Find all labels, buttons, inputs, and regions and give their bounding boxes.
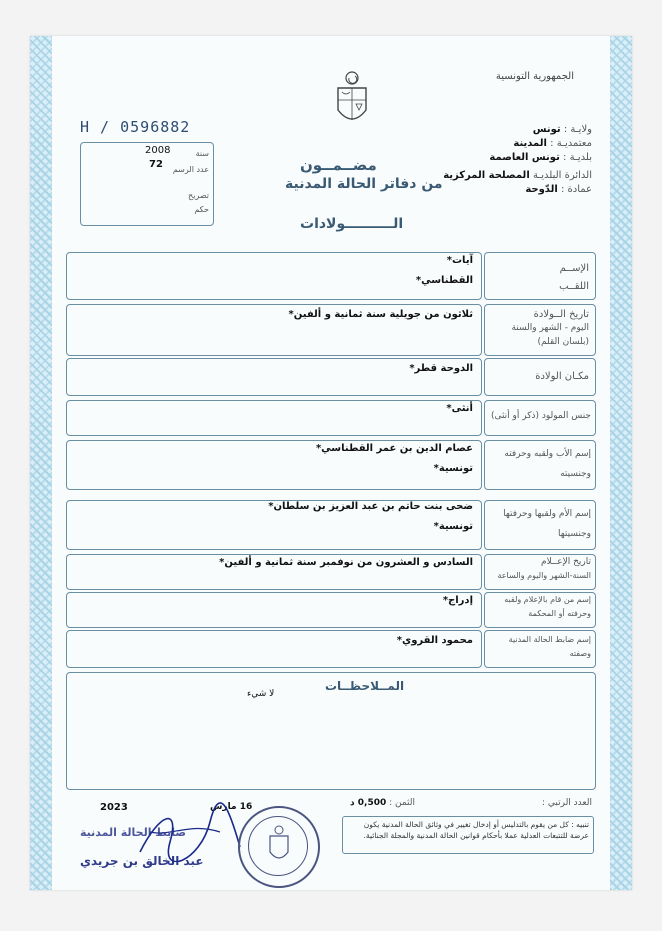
value-box-birthplace xyxy=(66,358,482,396)
label-box-declarant xyxy=(484,592,596,628)
daira-label: الدائرة البلديـة xyxy=(532,170,592,181)
field-label: السنة-الشهر واليوم والساعة xyxy=(497,571,591,580)
field-label: جنس المولود (ذكر أو أنثى) xyxy=(490,411,591,421)
field-label: إسم من قام بالإعلام ولقبه xyxy=(504,595,591,604)
registry-year-value: 2008 xyxy=(145,145,171,156)
right-security-border xyxy=(610,36,632,890)
registry-judgment-label: حكم xyxy=(194,205,209,214)
value-box-birthdate xyxy=(66,304,482,356)
field-label: إسم الأب ولقبه وحرفته xyxy=(504,449,591,459)
price-label: الثمن : xyxy=(389,798,416,808)
imada-value: الدّوحة xyxy=(525,184,558,195)
value-box-declaration-date xyxy=(66,554,482,590)
field-label: وجنسيتها xyxy=(558,529,591,539)
registry-number-label: عدد الرسم xyxy=(172,165,209,174)
registry-declaration-label: تصريح xyxy=(188,191,209,200)
label-box-birthdate xyxy=(484,304,596,356)
remarks-value: لا شيء xyxy=(247,689,275,699)
title-line1: مضــمــون xyxy=(300,156,377,174)
wilaya-value: تونس xyxy=(532,124,561,135)
mootamadia-value: المدينة xyxy=(513,138,547,149)
daira-value: المصلحة المركزية xyxy=(443,170,530,181)
handwritten-signature xyxy=(130,802,253,862)
birth-certificate-page xyxy=(30,36,632,890)
price xyxy=(350,798,415,808)
signatory-title: ضابط الحالة المدنية xyxy=(80,826,187,839)
label-box-birthplace xyxy=(484,358,596,396)
registry-number-value: 72 xyxy=(149,159,163,170)
label-box-declaration-date xyxy=(484,554,596,590)
official-seal-icon xyxy=(238,806,320,888)
value-box-mother xyxy=(66,500,482,550)
field-label: وحرفته أو المحكمة xyxy=(528,609,591,618)
serial-number: H / 0596882 xyxy=(80,118,191,136)
price-value: 0,500 د xyxy=(350,798,387,808)
label-box-mother xyxy=(484,500,596,550)
label-box-father xyxy=(484,440,596,490)
field-value: عصام الدين بن عمر القطناسي* xyxy=(315,443,473,454)
field-value: الدوحة قطر* xyxy=(409,363,473,374)
field-value: القطناسي* xyxy=(415,275,473,286)
field-label: اللقــب xyxy=(559,281,589,292)
baladia-label: بلديـة : xyxy=(563,152,592,163)
field-label: وصفته xyxy=(569,649,591,658)
field-label: إسم ضابط الحالة المدنية xyxy=(508,635,591,644)
admin-info xyxy=(442,124,592,198)
value-box-name xyxy=(66,252,482,300)
field-label: الإســم xyxy=(559,263,589,274)
field-label: اليوم - الشهر والسنة xyxy=(511,323,589,333)
order-number-label: العدد الرتبي : xyxy=(541,798,592,808)
field-value: تونسية* xyxy=(433,463,473,474)
registry-year-label: سنة xyxy=(195,149,209,158)
field-value: إدراج* xyxy=(442,595,473,606)
field-label: (بلسان القلم) xyxy=(537,337,589,347)
coat-of-arms-icon xyxy=(332,70,372,132)
legal-notice: تنبيه : كل من يقوم بالتدليس أو إدخال تغيير في وثائق الحالة المدنية يكون عرضة للتتبعات العدلية عملا بأحكام قوانين الحالة المدنية والمجلة الجنائية. xyxy=(342,816,594,854)
remarks-title: المــلاحظــات xyxy=(325,679,405,693)
label-box-sex xyxy=(484,400,596,436)
mootamadia-label: معتمديـة : xyxy=(550,138,592,149)
section-title: الــــــــــولادات xyxy=(300,216,404,232)
field-label: مكـان الولادة xyxy=(535,371,589,382)
field-label: تاريخ الإعــلام xyxy=(541,557,591,567)
field-value: آيات* xyxy=(446,255,473,266)
field-value: أنثى* xyxy=(446,403,473,414)
field-value: ثلاثون من جويلية سنة ثمانية و ألفين* xyxy=(288,309,473,320)
field-label: وجنسيته xyxy=(560,469,591,479)
field-value: السادس و العشرون من نوفمبر سنة ثمانية و ألفين* xyxy=(219,557,473,568)
title-line2: من دفاتر الحالة المدنية xyxy=(285,176,443,192)
label-box-name xyxy=(484,252,596,300)
value-box-father xyxy=(66,440,482,490)
date-day-month: 16 مارس xyxy=(210,802,253,812)
date-year: 2023 xyxy=(100,802,128,813)
field-value: ضحى بنت حاتم بن عبد العزيز بن سلطان* xyxy=(268,501,473,512)
field-value: محمود القروي* xyxy=(396,635,473,646)
left-security-border xyxy=(30,36,52,890)
registry-box xyxy=(80,142,214,226)
value-box-officer xyxy=(66,630,482,668)
label-box-officer xyxy=(484,630,596,668)
republic-label: الجمهورية التونسية xyxy=(495,71,574,82)
signatory-name: عبد الخالق بن جريدي xyxy=(80,854,204,868)
value-box-declarant xyxy=(66,592,482,628)
wilaya-label: ولايـة : xyxy=(563,124,592,135)
value-box-sex xyxy=(66,400,482,436)
field-label: إسم الأم ولقبها وحرفتها xyxy=(503,509,591,519)
field-label: تاريخ الــولادة xyxy=(533,309,589,320)
baladia-value: تونس العاصمة xyxy=(489,152,560,163)
field-value: تونسية* xyxy=(433,521,473,532)
remarks-box xyxy=(66,672,596,790)
imada-label: عمادة : xyxy=(560,184,592,195)
